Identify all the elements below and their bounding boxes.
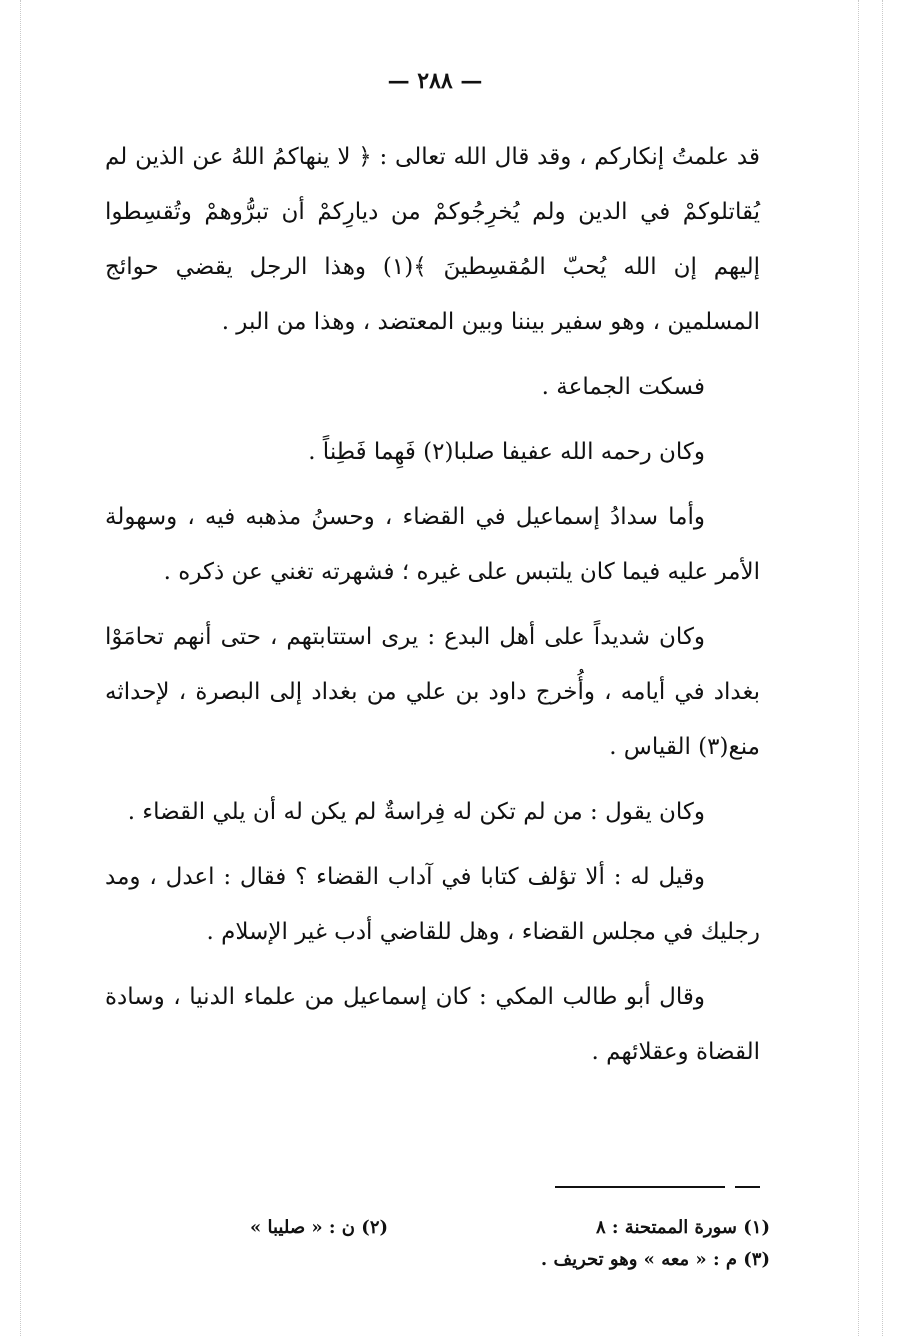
paragraph-1: قد علمتُ إنكاركم ، وقد قال الله تعالى : ﴿ لا ينهاكمُ اللهُ عن الذين لم يُقاتلوكمْ في الدين ولم يُخرِجُوكمْ من ديارِكمْ أن تبرُّوهمْ وتُقسِطوا إليهم إن الله يُحبّ المُقسِطينَ ﴾(١) وهذا الرجل يقضي حوائج المسلمين ، وهو سفير بيننا وبين المعتضد ، وهذا من البر . bbox=[105, 144, 760, 335]
footnote-3: (٣) م : « معه » وهو تحريف . bbox=[540, 1249, 770, 1270]
paragraph-3: وكان رحمه الله عفيفا صلبا(٢) فَهِما فَطِناً . bbox=[308, 439, 705, 465]
paragraph-7: وقيل له : ألا تؤلف كتابا في آداب القضاء ؟ فقال : اعدل ، ومد رجليك في مجلس القضاء ، وهل للقاضي أدب غير الإسلام . bbox=[105, 864, 760, 945]
margin-guide-right bbox=[858, 0, 859, 1336]
footnote-row-2 bbox=[230, 1244, 770, 1276]
margin-guide-left bbox=[20, 0, 21, 1336]
footnote-separator-long bbox=[555, 1186, 725, 1188]
paragraph-2: فسكت الجماعة . bbox=[541, 374, 705, 400]
footnote-row-1 bbox=[230, 1212, 770, 1244]
footnote-1: (١) سورة الممتحنة : ٨ bbox=[595, 1217, 770, 1238]
paragraph-8: وقال أبو طالب المكي : كان إسماعيل من علماء الدنيا ، وسادة القضاة وعقلائهم . bbox=[105, 984, 760, 1065]
margin-guide-outer bbox=[882, 0, 883, 1336]
footnote-separator-short bbox=[735, 1186, 760, 1188]
page-number: — ٢٨٨ — bbox=[387, 68, 483, 94]
paragraph-6: وكان يقول : من لم تكن له فِراسةٌ لم يكن له أن يلي القضاء . bbox=[127, 799, 705, 825]
paragraph-5: وكان شديداً على أهل البدع : يرى استتابتهم ، حتى أنهم تحامَوْا بغداد في أيامه ، وأُخرج داود بن علي من بغداد إلى البصرة ، لإحداثه منع(٣) القياس . bbox=[105, 624, 760, 760]
footnotes bbox=[230, 1212, 770, 1276]
paragraph-4: وأما سدادُ إسماعيل في القضاء ، وحسنُ مذهبه فيه ، وسهولة الأمر عليه فيما كان يلتبس على غيره ؛ فشهرته تغني عن ذكره . bbox=[105, 504, 760, 585]
body-text bbox=[105, 130, 760, 1090]
footnote-2: (٢) ن : « صليبا » bbox=[250, 1217, 389, 1238]
